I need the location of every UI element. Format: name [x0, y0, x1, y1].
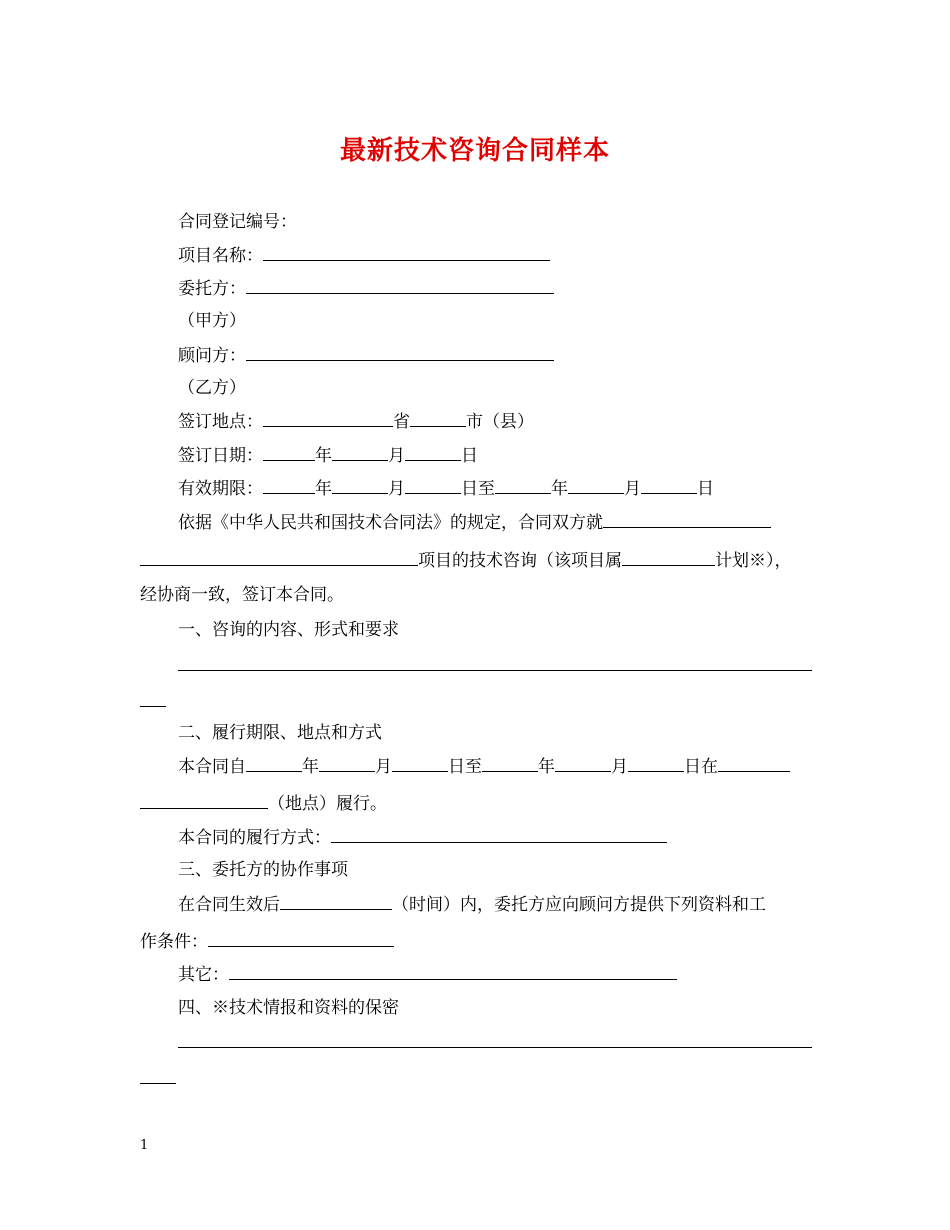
year-label: 年 [315, 479, 332, 499]
province-blank[interactable] [263, 410, 393, 427]
day-label: 日 [461, 446, 478, 466]
client-blank[interactable] [246, 277, 554, 294]
year-label: 年 [551, 479, 568, 499]
performance-period-line [178, 755, 790, 778]
section-4-heading: 四、※技术情报和资料的保密 [178, 998, 399, 1018]
start-day-blank[interactable] [405, 477, 461, 494]
start-month-blank[interactable] [332, 477, 388, 494]
end-day-blank[interactable] [641, 477, 697, 494]
day-label: 日 [697, 479, 714, 499]
party-b-label: （乙方） [178, 378, 246, 398]
section-3-heading: 三、委托方的协作事项 [178, 860, 348, 880]
sign-year-blank[interactable] [263, 444, 315, 461]
time-blank[interactable] [280, 893, 392, 910]
section-2-heading: 二、履行期限、地点和方式 [178, 723, 382, 743]
day-at-label: 日在 [684, 757, 718, 777]
project-name-blank[interactable] [263, 244, 550, 261]
sign-place-line [178, 410, 534, 433]
cooperation-text-a: 在合同生效后 [178, 895, 280, 915]
place-blank-b[interactable] [140, 792, 268, 809]
consultant-blank[interactable] [246, 344, 554, 361]
place-suffix: （地点）履行。 [268, 794, 387, 814]
party-a-label: （甲方） [178, 311, 246, 331]
project-name-label: 项目名称： [178, 246, 263, 266]
party-b-line [178, 377, 246, 399]
project-name-line [178, 244, 550, 267]
preamble-text-3: 经协商一致，签订本合同。 [140, 585, 344, 605]
to-label: 日至 [461, 479, 495, 499]
page-number: 1 [140, 1138, 149, 1153]
registration-number-line [178, 211, 297, 233]
place-blank-a[interactable] [718, 755, 790, 772]
cooperation-text-c: 作条件： [140, 932, 208, 952]
preamble-text-2b: 计划※）， [715, 551, 792, 571]
month-label: 月 [611, 757, 628, 777]
to-label: 日至 [448, 757, 482, 777]
preamble-text-1: 依据《中华人民共和国技术合同法》的规定，合同双方就 [178, 513, 603, 533]
sign-day-blank[interactable] [405, 444, 461, 461]
perf-start-day-blank[interactable] [392, 755, 448, 772]
cooperation-line-2 [140, 930, 394, 953]
project-blank-a[interactable] [603, 511, 771, 528]
section-4-blank-line-cont[interactable] [140, 1083, 176, 1084]
preamble-line-3 [140, 584, 344, 606]
consultant-line [178, 344, 554, 367]
party-a-line [178, 310, 246, 332]
other-blank[interactable] [229, 963, 677, 980]
cooperation-line-1 [178, 893, 766, 916]
method-label: 本合同的履行方式： [178, 828, 331, 848]
sign-month-blank[interactable] [332, 444, 388, 461]
document-title: 最新技术咨询合同样本 [339, 136, 610, 166]
start-year-blank[interactable] [263, 477, 315, 494]
registration-number-label: 合同登记编号： [178, 212, 297, 232]
client-label: 委托方： [178, 279, 246, 299]
preamble-line-1 [178, 511, 771, 534]
perf-start-year-blank[interactable] [246, 755, 302, 772]
sign-date-label: 签订日期： [178, 446, 263, 466]
section-4-blank-line[interactable] [178, 1047, 812, 1048]
sign-place-label: 签订地点： [178, 412, 263, 432]
performance-place-line [140, 792, 387, 815]
perf-end-month-blank[interactable] [555, 755, 611, 772]
year-label: 年 [315, 446, 332, 466]
consultant-label: 顾问方： [178, 346, 246, 366]
preamble-text-2a: 项目的技术咨询（该项目属 [418, 551, 622, 571]
sign-date-line [178, 444, 478, 467]
period-prefix: 本合同自 [178, 757, 246, 777]
year-label: 年 [538, 757, 555, 777]
valid-period-line [178, 477, 714, 500]
performance-method-line [178, 826, 667, 849]
month-label: 月 [388, 479, 405, 499]
preamble-line-2 [140, 549, 792, 572]
province-label: 省 [393, 412, 410, 432]
method-blank[interactable] [331, 826, 667, 843]
city-label: 市（县） [466, 412, 534, 432]
other-line [178, 963, 677, 986]
month-label: 月 [624, 479, 641, 499]
perf-end-year-blank[interactable] [482, 755, 538, 772]
month-label: 月 [388, 446, 405, 466]
work-conditions-blank[interactable] [208, 930, 394, 947]
client-line [178, 277, 554, 300]
perf-start-month-blank[interactable] [319, 755, 375, 772]
valid-period-label: 有效期限： [178, 479, 263, 499]
section-1-heading: 一、咨询的内容、形式和要求 [178, 620, 399, 640]
end-month-blank[interactable] [568, 477, 624, 494]
cooperation-text-b: （时间）内，委托方应向顾问方提供下列资料和工 [392, 895, 766, 915]
end-year-blank[interactable] [495, 477, 551, 494]
year-label: 年 [302, 757, 319, 777]
project-blank-b[interactable] [140, 549, 418, 566]
section-1-blank-line[interactable] [178, 670, 812, 671]
month-label: 月 [375, 757, 392, 777]
section-1-blank-line-cont[interactable] [140, 706, 166, 707]
perf-end-day-blank[interactable] [628, 755, 684, 772]
plan-blank[interactable] [622, 549, 715, 566]
city-blank[interactable] [410, 410, 466, 427]
other-label: 其它： [178, 965, 229, 985]
